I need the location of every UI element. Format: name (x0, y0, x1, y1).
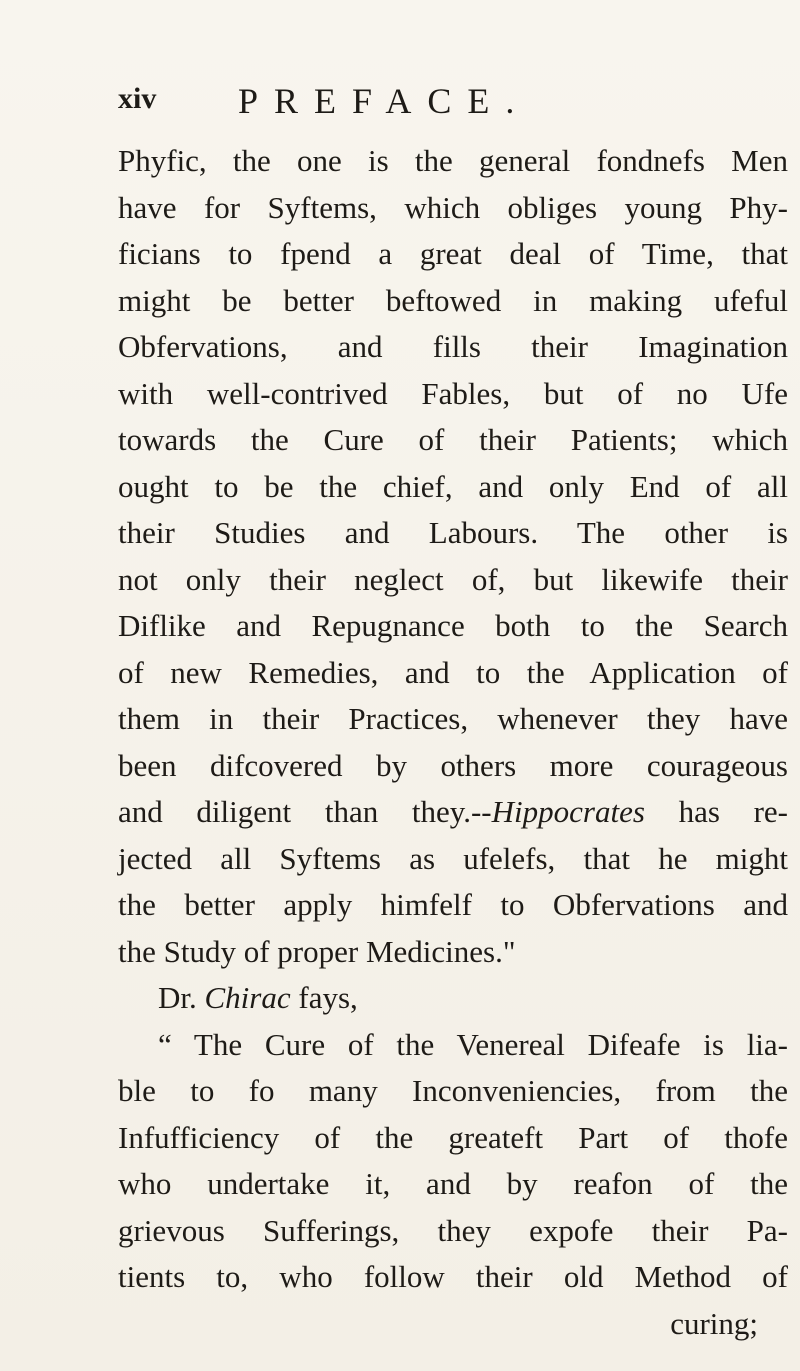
quote-line: grievous Sufferings, they expofe their Pa- (118, 1212, 788, 1248)
attribution-suffix: fays, (290, 980, 358, 1015)
text-line: Obfervations, and fills their Imagination (118, 329, 788, 364)
quote-line: tients to, who follow their old Method of (118, 1259, 788, 1294)
text-line: jected all Syftems as ufelefs, that he might (118, 840, 788, 876)
text-line: not only their neglect of, but likewife their (118, 561, 788, 597)
page-header (118, 80, 778, 130)
text-line: been difcovered by others more courageous (118, 747, 788, 783)
text-line: them in their Practices, whenever they have (118, 701, 788, 736)
text-line-end: has re- (644, 794, 788, 829)
text-line-start: and diligent than they.-- (118, 794, 492, 829)
text-line: their Studies and Labours. The other is (118, 515, 788, 550)
text-line: Phyfic, the one is the general fondnefs Men (118, 143, 788, 178)
quote-line: “ The Cure of the Venereal Difeafe is lia- (158, 1026, 788, 1062)
quote-line: who undertake it, and by reafon of the (118, 1166, 788, 1201)
text-line: Diflike and Repugnance both to the Search (118, 608, 788, 643)
text-line: the Study of proper Medicines." (118, 933, 516, 969)
author-name: Hippocrates (491, 794, 645, 829)
page-number: xiv (118, 82, 157, 115)
text-line: towards the Cure of their Patients; which (118, 422, 788, 457)
attribution-prefix: Dr. (158, 980, 205, 1015)
quote-line: ble to fo many Inconveniencies, from the (118, 1073, 788, 1108)
quote-line: Infufficiency of the greateft Part of thofe (118, 1119, 788, 1155)
catchword: curing; (670, 1305, 758, 1341)
text-line: of new Remedies, and to the Application of (118, 654, 788, 690)
author-name: Chirac (204, 980, 291, 1015)
text-line: have for Syftems, which obliges young Phy- (118, 189, 788, 225)
running-head: PREFACE. (238, 81, 531, 121)
text-line: the better apply himfelf to Obfervations and (118, 887, 788, 922)
text-line: with well-contrived Fables, but of no Ufe (118, 375, 788, 411)
text-line: ficians to fpend a great deal of Time, that (118, 236, 788, 271)
text-line: ought to be the chief, and only End of all (118, 468, 788, 504)
body-text (118, 138, 788, 1347)
text-line-with-name (118, 789, 788, 836)
attribution-line (118, 975, 788, 1022)
text-line: might be better beftowed in making ufeful (118, 282, 788, 318)
